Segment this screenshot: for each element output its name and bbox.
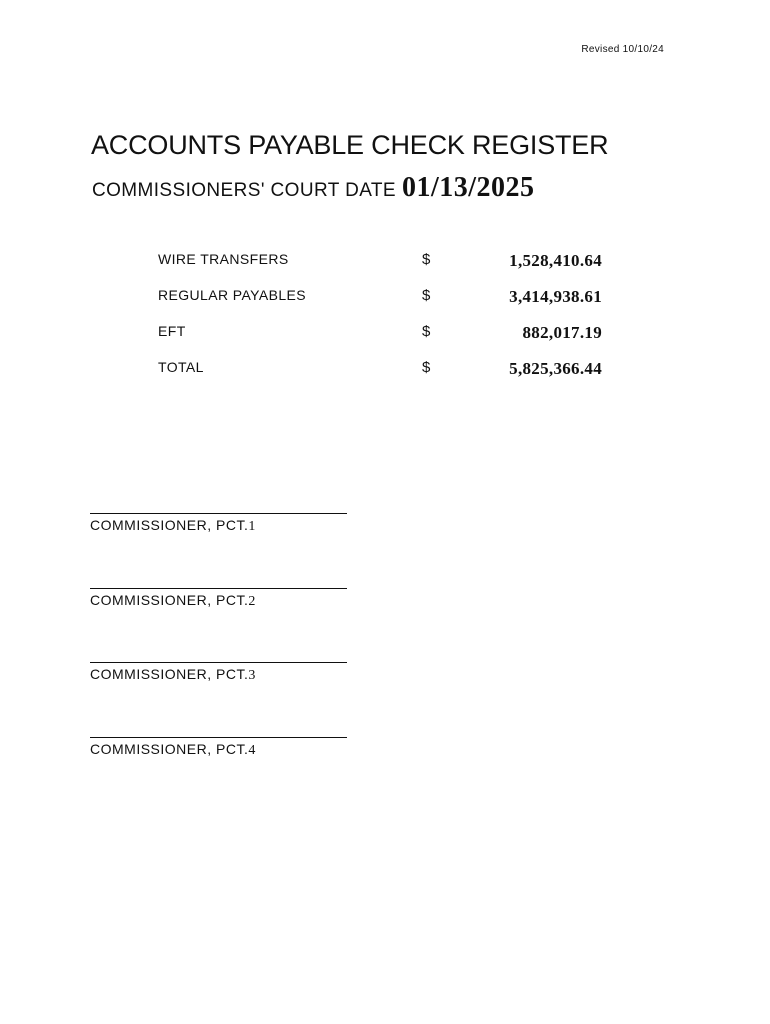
summary-row-wire-transfers bbox=[0, 251, 770, 281]
summary-row-amount: 3,414,938.61 bbox=[509, 287, 602, 306]
signature-block-pct-3 bbox=[90, 662, 347, 684]
summary-row-total bbox=[0, 359, 770, 389]
summary-row-amount: 5,825,366.44 bbox=[509, 359, 602, 378]
court-date-heading bbox=[92, 172, 535, 204]
currency-symbol: $ bbox=[422, 251, 431, 268]
signature-line bbox=[90, 662, 347, 663]
signature-block-pct-1 bbox=[90, 513, 347, 535]
currency-symbol: $ bbox=[422, 323, 431, 340]
signature-caption bbox=[90, 592, 347, 610]
signature-caption-label: COMMISSIONER, PCT. bbox=[90, 592, 249, 608]
signature-caption-number: 3 bbox=[248, 668, 256, 683]
court-date-label: COMMISSIONERS' COURT DATE bbox=[92, 180, 396, 201]
summary-row-eft bbox=[0, 323, 770, 353]
signature-caption-label: COMMISSIONER, PCT. bbox=[90, 741, 249, 757]
signature-caption bbox=[90, 517, 347, 535]
signature-caption-label: COMMISSIONER, PCT. bbox=[90, 666, 249, 682]
summary-row-label: REGULAR PAYABLES bbox=[158, 287, 307, 303]
summary-row-amount: 1,528,410.64 bbox=[509, 251, 602, 270]
summary-row-label: TOTAL bbox=[158, 359, 204, 375]
currency-symbol: $ bbox=[422, 287, 431, 304]
signature-caption-number: 1 bbox=[248, 519, 256, 534]
signature-line bbox=[90, 513, 347, 514]
signature-line bbox=[90, 588, 347, 589]
revision-note: Revised 10/10/24 bbox=[581, 44, 664, 55]
signature-caption bbox=[90, 666, 347, 684]
court-date-value: 01/13/2025 bbox=[401, 172, 535, 203]
signature-caption-number: 2 bbox=[248, 594, 256, 609]
currency-symbol: $ bbox=[422, 359, 431, 376]
signature-caption-number: 4 bbox=[248, 743, 256, 758]
signature-block-pct-4 bbox=[90, 737, 347, 759]
signature-caption bbox=[90, 741, 347, 759]
summary-row-label: EFT bbox=[158, 323, 186, 339]
signature-line bbox=[90, 737, 347, 738]
page-title: ACCOUNTS PAYABLE CHECK REGISTER bbox=[91, 130, 609, 160]
summary-row-regular-payables bbox=[0, 287, 770, 317]
summary-row-amount: 882,017.19 bbox=[522, 323, 602, 342]
summary-row-label: WIRE TRANSFERS bbox=[158, 251, 289, 267]
signature-block-pct-2 bbox=[90, 588, 347, 610]
signature-caption-label: COMMISSIONER, PCT. bbox=[90, 517, 249, 533]
